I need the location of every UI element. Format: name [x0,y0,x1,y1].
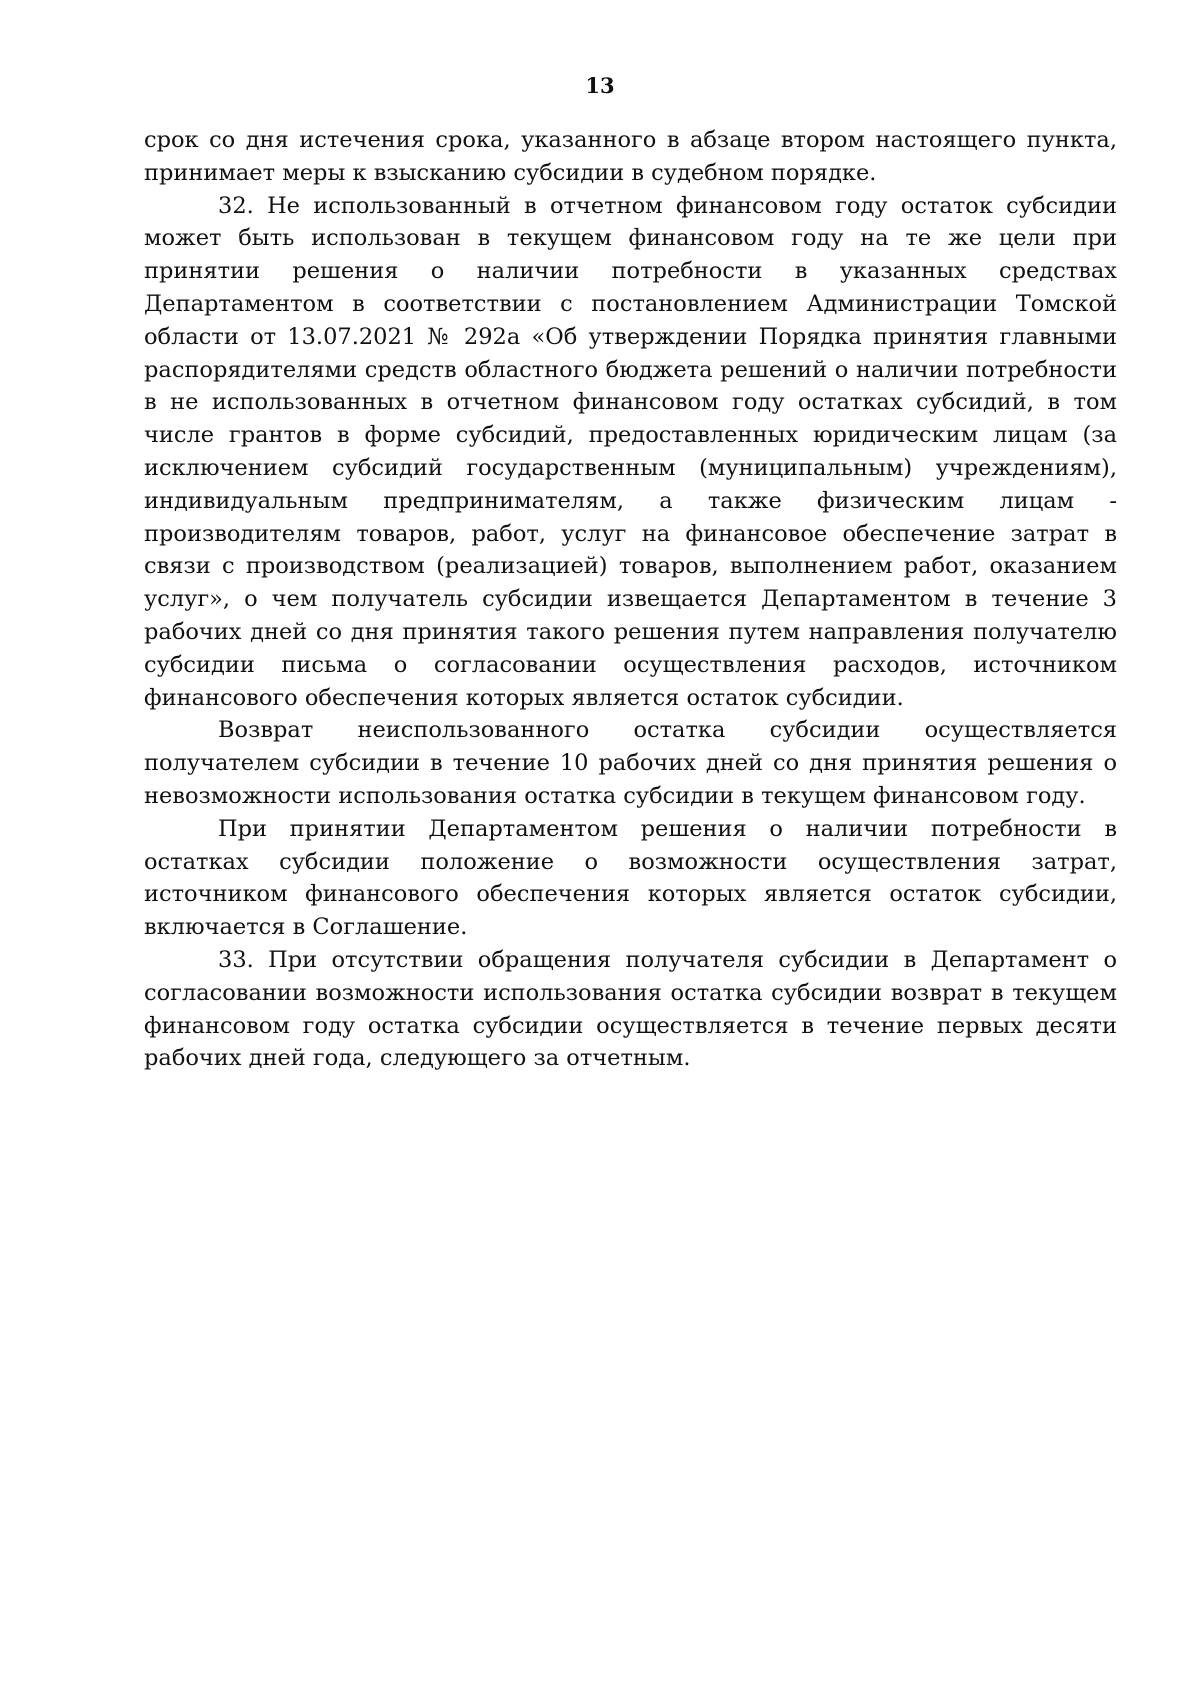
paragraph-continuation: срок со дня истечения срока, указанного в абзаце втором настоящего пункта, принимает меры к взысканию субсидии в судебном порядке. [144,127,1117,186]
paragraph-item-32: 32. Не использованный в отчетном финансовом году остаток субсидии может быть использован в текущем финансовом году на те же цели при принятии решения о наличии потребности в указанных средствах Департаментом в соответствии с постановлением Администрации Томской области от 13.07.2021 № 292а «Об утверждении Порядка принятия главными распорядителями средств областного бюджета решений о наличии потребности в не использованных в отчетном финансовом году остатках субсидий, в том числе грантов в форме субсидий, предоставленных юридическим лицам (за исключением субсидий государственным (муниципальным) учреждениям), индивидуальным предпринимателям, а также физическим лицам - производителям товаров, работ, услуг на финансовое обеспечение затрат в связи с производством (реализацией) товаров, выполнением работ, оказанием услуг», о чем получатель субсидии извещается Департаментом в течение 3 рабочих дней со дня принятия такого решения путем направления получателю субсидии письма о согласовании осуществления расходов, источником финансового обеспечения которых является остаток субсидии. [144,192,1117,711]
paragraph-item-33: 33. При отсутствии обращения получателя субсидии в Департамент о согласовании возможности использования остатка субсидии возврат в текущем финансовом году остатка субсидии осуществляется в течение первых десяти рабочих дней года, следующего за отчетным. [144,946,1117,1072]
paragraph-agreement-provision: При принятии Департаментом решения о наличии потребности в остатках субсидии положение о возможности осуществления затрат, источником финансового обеспечения которых является остаток субсидии, включается в Соглашение. [144,815,1117,941]
document-body [144,124,1117,1075]
paragraph-refund-remainder: Возврат неиспользованного остатка субсидии осуществляется получателем субсидии в течение 10 рабочих дней со дня принятия решения о невозможности использования остатка субсидии в текущем финансовом году. [144,717,1117,809]
page-number: 13 [585,73,615,98]
